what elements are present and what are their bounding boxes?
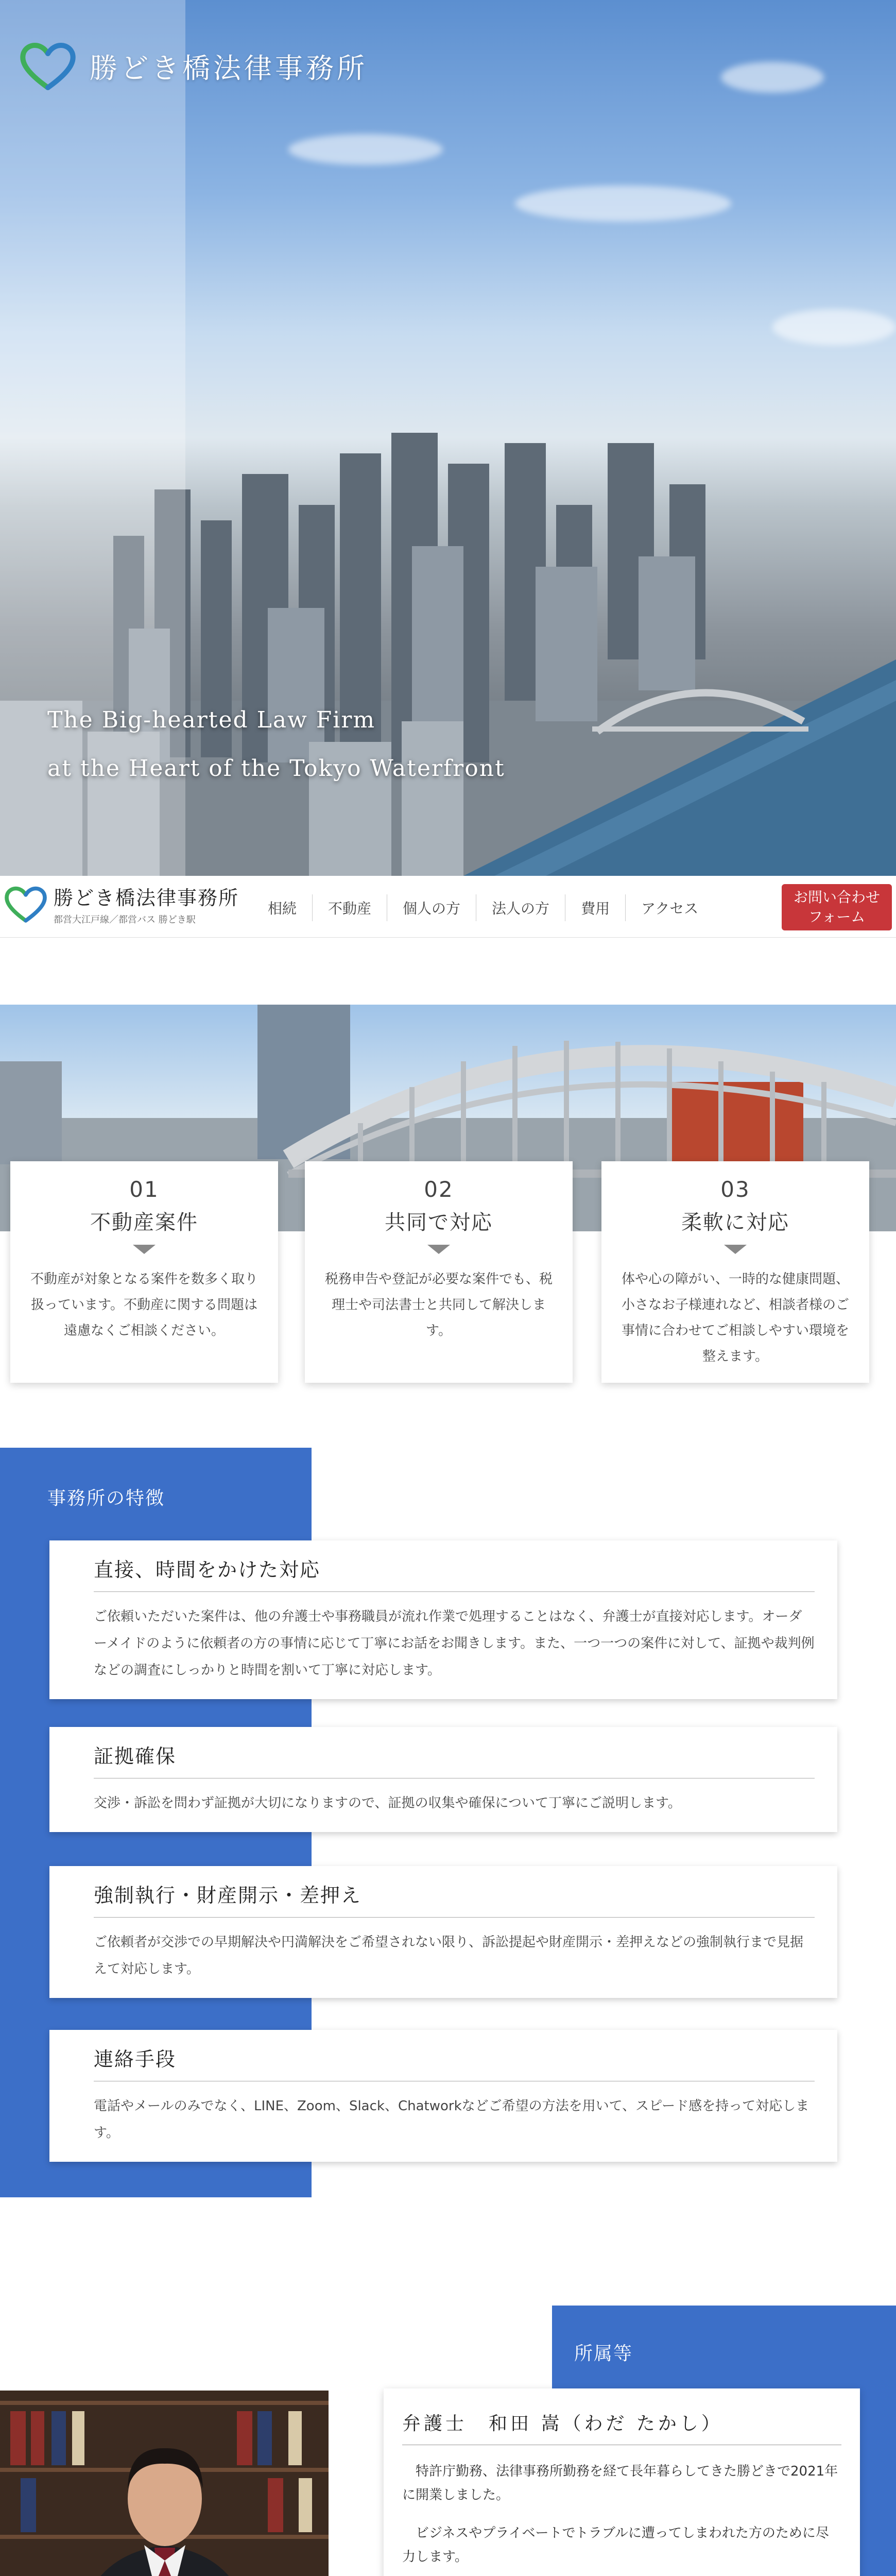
feature-box-direct-response	[49, 1540, 837, 1699]
feature-body: ご依頼いただいた案件は、他の弁護士や事務職員が流れ作業で処理することはなく、弁護士が直接対応します。オーダーメイドのように依頼者の方の事情に応じて丁寧にお話をお聞きします。また、一つ一つの案件に対して、証拠や裁判例などの調査にしっかりと時間を割いて丁寧に対応します。	[94, 1609, 815, 1678]
nav-item-individuals[interactable]: 個人の方	[387, 894, 476, 921]
feature-title: 証拠確保	[94, 1740, 815, 1778]
lawyer-portrait	[0, 2391, 329, 2576]
card-number: 03	[720, 1177, 750, 1202]
feature-card-3	[601, 1161, 869, 1383]
nav-logo[interactable]	[4, 882, 239, 926]
features-heading: 事務所の特徴	[47, 1488, 165, 1509]
nav-item-real-estate[interactable]: 不動産	[312, 894, 387, 921]
card-number: 01	[129, 1177, 159, 1202]
contact-form-button[interactable]	[782, 884, 892, 930]
lawyer-name: 弁護士 和田 嵩（わだ たかし）	[402, 2409, 841, 2445]
card-body: 不動産が対象となる案件を数多く取り扱っています。不動産に関する問題は遠慮なくご相談ください。	[30, 1272, 258, 1338]
nav-item-inheritance[interactable]: 相続	[268, 900, 297, 917]
card-body: 税務申告や登記が必要な案件でも、税理士や司法書士と共同して解決します。	[324, 1272, 553, 1338]
hero-logo-title: 勝どき橋法律事務所	[90, 52, 368, 84]
profile-paragraph-1: 特許庁勤務、法律事務所勤務を経て長年暮らしてきた勝どきで2021年に開業しました。	[402, 2464, 838, 2503]
contact-button-line2: フォーム	[808, 908, 866, 925]
nav-item-access[interactable]: アクセス	[625, 894, 714, 921]
card-body: 体や心の障がい、一時的な健康問題、小さなお子様連れなど、相談者様のご事情に合わせてご相談しやすい環境を整えます。	[621, 1272, 849, 1364]
chevron-down-icon	[724, 1245, 747, 1254]
hero-tagline-line1: The Big-hearted Law Firm	[47, 707, 376, 733]
feature-title: 連絡手段	[94, 2043, 815, 2081]
nav-logo-access: 都営大江戸線／都営バス 勝どき駅	[54, 914, 196, 925]
feature-box-enforcement	[49, 1866, 837, 1998]
feature-box-contact-methods	[49, 2030, 837, 2162]
feature-title: 強制執行・財産開示・差押え	[94, 1879, 815, 1918]
heart-logo-icon	[4, 885, 47, 924]
feature-title: 直接、時間をかけた対応	[94, 1554, 815, 1592]
chevron-down-icon	[133, 1245, 156, 1254]
card-title: 不動産案件	[90, 1211, 198, 1234]
chevron-down-icon	[427, 1245, 450, 1254]
hero-tagline-line2: at the Heart of the Tokyo Waterfront	[47, 755, 505, 782]
feature-box-evidence	[49, 1727, 837, 1832]
cloud	[288, 134, 443, 165]
card-title: 共同で対応	[385, 1211, 493, 1234]
nav-item-fees[interactable]: 費用	[565, 894, 625, 921]
nav-item-corporations[interactable]: 法人の方	[476, 894, 565, 921]
heart-logo-icon	[20, 40, 76, 92]
cloud	[772, 309, 896, 345]
profile-card	[384, 2388, 860, 2576]
nav-menu	[252, 894, 714, 921]
contact-button-line1: お問い合わせ	[793, 889, 880, 906]
feature-card-1	[10, 1161, 278, 1383]
main-navbar	[0, 876, 896, 938]
portrait-illustration	[0, 2391, 329, 2576]
card-title: 柔軟に対応	[681, 1211, 789, 1234]
cloud	[515, 185, 731, 222]
cloud	[721, 62, 824, 93]
feature-body: ご依頼者が交渉での早期解決や円満解決をご希望されない限り、訴訟提起や財産開示・差押えなどの強制執行まで見据えて対応します。	[94, 1935, 804, 1977]
profile-paragraph-2: ビジネスやプライベートでトラブルに遭ってしまわれた方のために尽力します。	[402, 2526, 829, 2565]
hero-banner	[0, 0, 896, 876]
hero-logo[interactable]	[20, 40, 368, 92]
nav-logo-title: 勝どき橋法律事務所	[54, 887, 239, 909]
feature-body: 交渉・訴訟を問わず証拠が大切になりますので、証拠の収集や確保について丁寧にご説明します。	[94, 1795, 681, 1811]
feature-body: 電話やメールのみでなく、LINE、Zoom、Slack、Chatworkなどご希望の方法を用いて、スピード感を持って対応します。	[94, 2098, 809, 2141]
feature-card-2	[305, 1161, 573, 1383]
hero-overlay	[0, 0, 185, 876]
profile-heading: 所属等	[574, 2343, 633, 2364]
card-number: 02	[424, 1177, 454, 1202]
